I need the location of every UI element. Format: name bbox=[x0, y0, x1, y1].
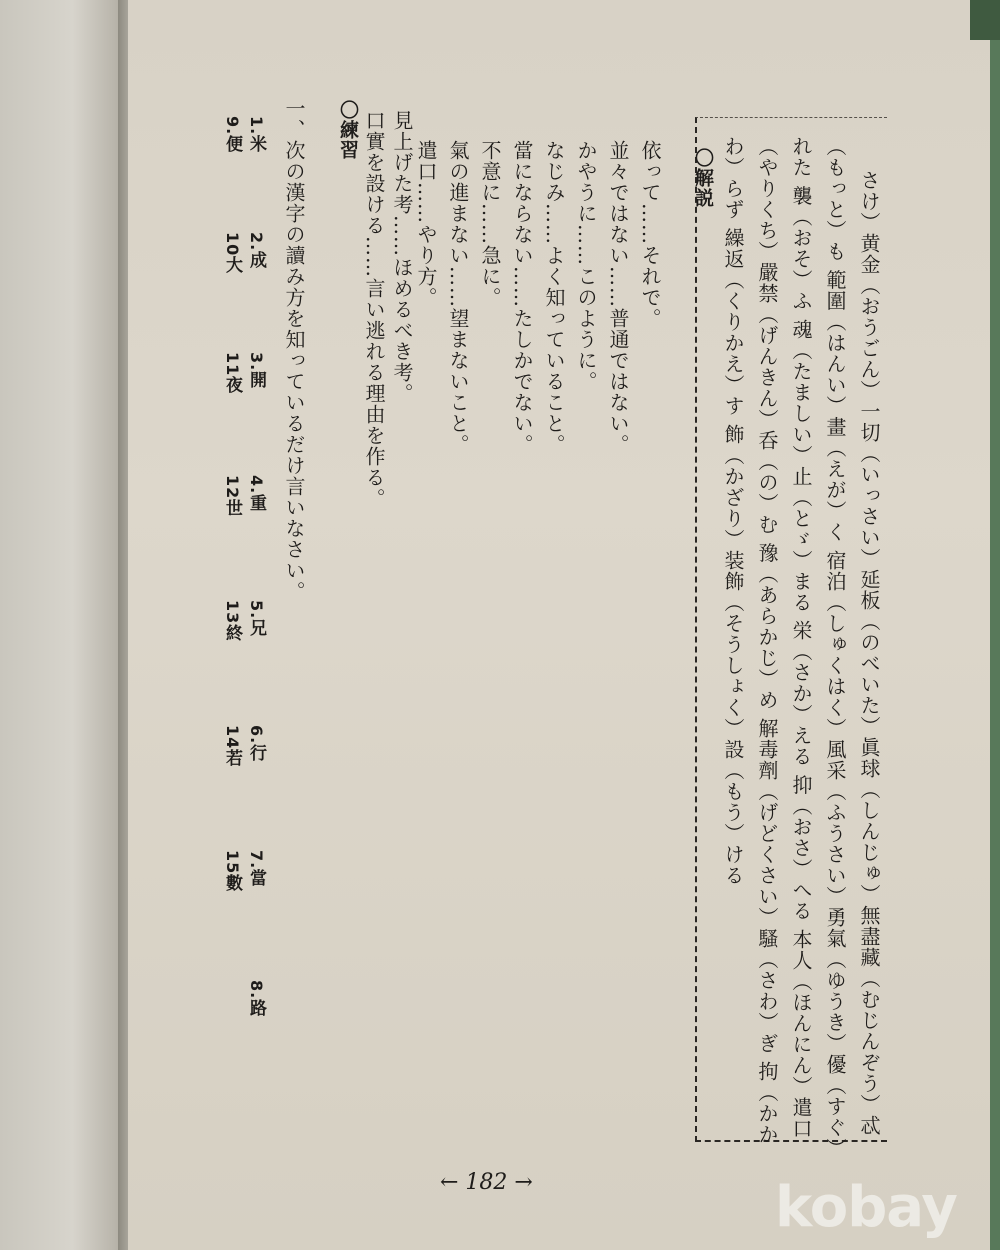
explanation-line-2: 並々ではない……普通ではない。 bbox=[606, 140, 630, 455]
item-number: 15 bbox=[223, 850, 242, 875]
practice-item-11 bbox=[220, 352, 245, 394]
practice-item-14 bbox=[220, 725, 245, 767]
explanation-line-1: 依って……それで。 bbox=[638, 140, 662, 329]
item-kanji: 數 bbox=[222, 874, 242, 893]
practice-item-2 bbox=[244, 232, 269, 269]
explanation-line-10: 口實を設ける……言い逃れる理由を作る。 bbox=[362, 110, 386, 509]
item-kanji: 米 bbox=[246, 135, 266, 154]
practice-item-12 bbox=[220, 475, 245, 517]
item-number: 2. bbox=[247, 232, 266, 252]
box-line-4: （やりくち）嚴禁（げんきん）呑（の）む 豫（あらかじ）め 解毒劑（げどくさい）騷（さわ）ぎ 拘（かか bbox=[755, 136, 779, 1146]
item-kanji: 成 bbox=[246, 251, 266, 270]
practice-item-1 bbox=[244, 116, 269, 153]
item-number: 8. bbox=[247, 980, 266, 1000]
item-kanji: 終 bbox=[222, 624, 242, 643]
item-kanji: 世 bbox=[222, 499, 242, 518]
item-kanji: 行 bbox=[246, 744, 266, 763]
item-number: 9. bbox=[223, 116, 242, 136]
practice-instruction: 一、次の漢字の讀み方を知っているだけ言いなさい。 bbox=[282, 98, 306, 602]
box-line-5: わ）らず 繰返（くりかえ）す 飾（かざり）装飾（そうしょく）設（もう）ける bbox=[721, 136, 745, 886]
practice-item-10 bbox=[220, 232, 245, 274]
item-kanji: 大 bbox=[222, 256, 242, 275]
item-number: 13 bbox=[223, 600, 242, 625]
page-number: ← 182 → bbox=[440, 1170, 533, 1195]
page-corner-background bbox=[970, 0, 1000, 40]
item-kanji: 路 bbox=[246, 999, 266, 1018]
box-line-1: さけ）黄金（おうごん）一切（いっさい）延板（のべいた）眞球（しんじゅ）無盡藏（むじんぞう）忒 bbox=[857, 170, 881, 1136]
item-kanji: 開 bbox=[246, 371, 266, 390]
item-number: 1. bbox=[247, 116, 266, 136]
item-number: 7. bbox=[247, 850, 266, 870]
item-kanji: 兄 bbox=[246, 619, 266, 638]
explanation-line-3: かやうに……このように。 bbox=[574, 140, 598, 392]
item-kanji: 夜 bbox=[222, 376, 242, 395]
item-kanji: 若 bbox=[222, 749, 242, 768]
item-number: 11 bbox=[223, 352, 242, 377]
box-line-3: れた 襲（おそ）ふ 魂（たましい）止（とゞ）まる 栄（さか）える 抑（おさ）へる 本人（ほんにん）遣口 bbox=[789, 136, 813, 1139]
practice-item-9 bbox=[220, 116, 245, 153]
item-number: 5. bbox=[247, 600, 266, 620]
watermark-logo: kobay bbox=[775, 1175, 957, 1240]
item-kanji: 當 bbox=[246, 869, 266, 888]
practice-item-4 bbox=[244, 475, 269, 512]
practice-item-15 bbox=[220, 850, 245, 892]
practice-item-7 bbox=[244, 850, 269, 887]
practice-item-13 bbox=[220, 600, 245, 642]
explanation-line-4: なじみ……よく知っていること。 bbox=[542, 140, 566, 455]
practice-item-8 bbox=[244, 980, 269, 1017]
item-number: 10 bbox=[223, 232, 242, 257]
item-number: 14 bbox=[223, 725, 242, 750]
box-line-2: （もっと）も 範圍（はんい）畫（えが）く 宿泊（しゅくはく）風采（ふうさい）勇氣（ゆうき）優（すぐ） bbox=[823, 136, 847, 1159]
item-number: 6. bbox=[247, 725, 266, 745]
explanation-line-5: 當にならない……たしかでない。 bbox=[510, 140, 534, 455]
item-number: 3. bbox=[247, 352, 266, 372]
practice-item-3 bbox=[244, 352, 269, 389]
item-number: 4. bbox=[247, 475, 266, 495]
explanation-line-7: 氣の進まない……望まないこと。 bbox=[446, 140, 470, 455]
practice-heading: 〇練習 bbox=[337, 100, 359, 160]
explanation-line-8: 遣口……やり方。 bbox=[414, 140, 438, 308]
item-kanji: 重 bbox=[246, 494, 266, 513]
practice-item-5 bbox=[244, 600, 269, 637]
left-page-edge bbox=[0, 0, 132, 1250]
explanation-heading: 〇解説 bbox=[692, 148, 714, 208]
item-kanji: 便 bbox=[222, 135, 242, 154]
practice-item-6 bbox=[244, 725, 269, 762]
explanation-line-6: 不意に……急に。 bbox=[478, 140, 502, 308]
item-number: 12 bbox=[223, 475, 242, 500]
explanation-line-9: 見上げた考……ほめるべき考。 bbox=[390, 110, 414, 404]
